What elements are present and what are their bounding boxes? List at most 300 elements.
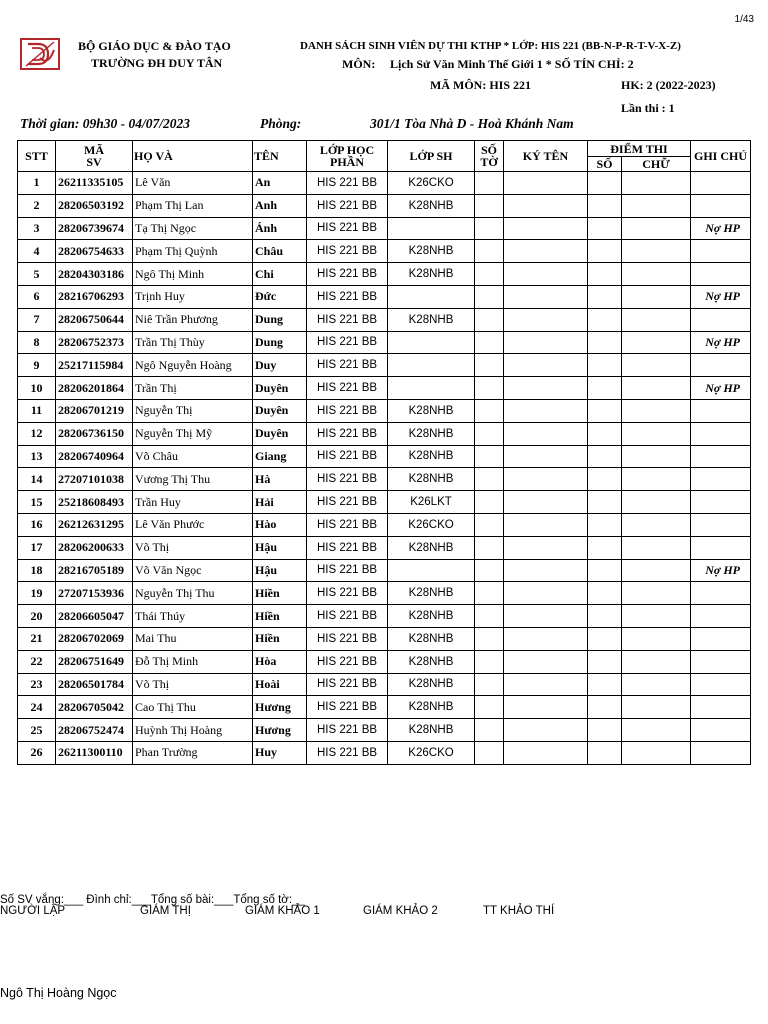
table-row <box>18 354 751 377</box>
header-home-class: LỚP SH <box>388 141 475 172</box>
row-sheet-count <box>475 331 504 354</box>
row-home-class: K28NHB <box>388 673 475 696</box>
header-score-words: CHỮ <box>622 157 691 172</box>
row-student-id: 28206754633 <box>56 240 133 263</box>
row-surname: Cao Thị Thu <box>133 696 253 719</box>
header-sheet-count-line1: SỐ <box>480 143 497 157</box>
row-note <box>691 445 751 468</box>
row-first-name: Hương <box>253 719 307 742</box>
row-note: Nợ HP <box>691 285 751 308</box>
row-first-name: Hiền <box>253 582 307 605</box>
row-sheet-count <box>475 627 504 650</box>
row-sheet-count <box>475 285 504 308</box>
row-home-class: K28NHB <box>388 422 475 445</box>
row-course-class: HIS 221 BB <box>307 627 388 650</box>
row-score-words <box>622 331 691 354</box>
row-score-words <box>622 696 691 719</box>
row-note <box>691 240 751 263</box>
table-row <box>18 719 751 742</box>
signer-preparer: NGƯỜI LẬP <box>0 905 66 917</box>
row-course-class: HIS 221 BB <box>307 582 388 605</box>
signer-proctor: GIÁM THỊ <box>140 905 191 917</box>
header-signature: KÝ TÊN <box>504 141 588 172</box>
row-surname: Trần Huy <box>133 491 253 514</box>
row-stt: 8 <box>18 331 56 354</box>
row-student-id: 28206736150 <box>56 422 133 445</box>
row-score-words <box>622 559 691 582</box>
row-score-number <box>588 741 622 764</box>
row-sheet-count <box>475 536 504 559</box>
row-note <box>691 468 751 491</box>
header-student-id <box>56 141 133 172</box>
row-course-class: HIS 221 BB <box>307 217 388 240</box>
row-stt: 21 <box>18 627 56 650</box>
row-score-words <box>622 536 691 559</box>
row-student-id: 28206503192 <box>56 194 133 217</box>
row-home-class: K28NHB <box>388 468 475 491</box>
row-score-number <box>588 217 622 240</box>
row-home-class: K26CKO <box>388 741 475 764</box>
row-home-class: K28NHB <box>388 308 475 331</box>
row-signature <box>504 445 588 468</box>
row-course-class: HIS 221 BB <box>307 354 388 377</box>
row-first-name: Duyên <box>253 399 307 422</box>
row-stt: 24 <box>18 696 56 719</box>
row-stt: 7 <box>18 308 56 331</box>
attempt: Lần thi : 1 <box>621 101 675 115</box>
row-signature <box>504 559 588 582</box>
row-stt: 14 <box>18 468 56 491</box>
row-course-class: HIS 221 BB <box>307 240 388 263</box>
row-surname: Nguyễn Thị Mỹ <box>133 422 253 445</box>
row-signature <box>504 263 588 286</box>
university-name: TRƯỜNG ĐH DUY TÂN <box>91 56 223 70</box>
row-student-id: 27207101038 <box>56 468 133 491</box>
row-first-name: Hoài <box>253 673 307 696</box>
row-first-name: Duyên <box>253 377 307 400</box>
row-note <box>691 605 751 628</box>
row-signature <box>504 422 588 445</box>
table-row <box>18 285 751 308</box>
table-row <box>18 445 751 468</box>
row-first-name: Hương <box>253 696 307 719</box>
row-sheet-count <box>475 491 504 514</box>
row-first-name: Huy <box>253 741 307 764</box>
row-stt: 18 <box>18 559 56 582</box>
row-score-words <box>622 354 691 377</box>
row-surname: Thái Thúy <box>133 605 253 628</box>
row-score-number <box>588 172 622 195</box>
row-signature <box>504 650 588 673</box>
row-student-id: 28206605047 <box>56 605 133 628</box>
row-course-class: HIS 221 BB <box>307 605 388 628</box>
row-signature <box>504 331 588 354</box>
table-row <box>18 741 751 764</box>
ministry-name: BỘ GIÁO DỤC & ĐÀO TẠO <box>78 39 231 53</box>
row-surname: Võ Văn Ngọc <box>133 559 253 582</box>
row-surname: Nguyễn Thị <box>133 399 253 422</box>
row-stt: 15 <box>18 491 56 514</box>
row-score-number <box>588 194 622 217</box>
table-row <box>18 217 751 240</box>
row-sheet-count <box>475 719 504 742</box>
row-sheet-count <box>475 263 504 286</box>
university-logo <box>20 38 60 70</box>
signer-examiner-1: GIÁM KHẢO 1 <box>245 905 320 917</box>
row-score-number <box>588 491 622 514</box>
course-label: MÔN: <box>342 57 376 71</box>
table-body <box>18 172 751 765</box>
table-row <box>18 194 751 217</box>
row-score-words <box>622 308 691 331</box>
row-signature <box>504 673 588 696</box>
row-sheet-count <box>475 673 504 696</box>
row-score-words <box>622 491 691 514</box>
header-student-id-line1: MÃ <box>84 143 104 157</box>
room-value: 301/1 Tòa Nhà D - Hoà Khánh Nam <box>370 116 574 131</box>
table-row <box>18 399 751 422</box>
row-first-name: Chi <box>253 263 307 286</box>
row-signature <box>504 217 588 240</box>
row-note <box>691 491 751 514</box>
row-surname: Võ Châu <box>133 445 253 468</box>
row-sheet-count <box>475 513 504 536</box>
row-student-id: 28216706293 <box>56 285 133 308</box>
row-note <box>691 263 751 286</box>
table-row <box>18 673 751 696</box>
row-score-number <box>588 650 622 673</box>
row-stt: 4 <box>18 240 56 263</box>
row-score-number <box>588 445 622 468</box>
header-course-class-line2: PHẦN <box>330 155 364 169</box>
row-stt: 19 <box>18 582 56 605</box>
row-note <box>691 627 751 650</box>
row-course-class: HIS 221 BB <box>307 377 388 400</box>
row-surname: Tạ Thị Ngọc <box>133 217 253 240</box>
table-row <box>18 308 751 331</box>
header-note: GHI CHÚ <box>691 141 751 172</box>
row-course-class: HIS 221 BB <box>307 513 388 536</box>
table-row <box>18 513 751 536</box>
row-course-class: HIS 221 BB <box>307 285 388 308</box>
row-stt: 5 <box>18 263 56 286</box>
row-first-name: Hiền <box>253 605 307 628</box>
row-signature <box>504 308 588 331</box>
row-course-class: HIS 221 BB <box>307 491 388 514</box>
row-note <box>691 536 751 559</box>
preparer-name: Ngô Thị Hoàng Ngọc <box>0 986 117 1000</box>
row-student-id: 28206705042 <box>56 696 133 719</box>
row-first-name: Duy <box>253 354 307 377</box>
row-course-class: HIS 221 BB <box>307 263 388 286</box>
row-note <box>691 696 751 719</box>
row-note <box>691 422 751 445</box>
row-home-class <box>388 354 475 377</box>
row-student-id: 28206740964 <box>56 445 133 468</box>
row-student-id: 28206750644 <box>56 308 133 331</box>
row-course-class: HIS 221 BB <box>307 422 388 445</box>
row-first-name: Hòa <box>253 650 307 673</box>
row-score-number <box>588 240 622 263</box>
row-home-class: K26CKO <box>388 513 475 536</box>
row-first-name: Ánh <box>253 217 307 240</box>
row-score-words <box>622 650 691 673</box>
row-home-class: K26LKT <box>388 491 475 514</box>
header-student-id-line2: SV <box>86 155 102 169</box>
row-note <box>691 673 751 696</box>
row-score-words <box>622 422 691 445</box>
row-course-class: HIS 221 BB <box>307 468 388 491</box>
row-signature <box>504 240 588 263</box>
row-sheet-count <box>475 741 504 764</box>
table-row <box>18 536 751 559</box>
row-surname: Phạm Thị Lan <box>133 194 253 217</box>
row-sheet-count <box>475 422 504 445</box>
row-sheet-count <box>475 217 504 240</box>
table-row <box>18 696 751 719</box>
row-home-class <box>388 331 475 354</box>
row-sheet-count <box>475 240 504 263</box>
row-score-words <box>622 399 691 422</box>
row-home-class: K28NHB <box>388 263 475 286</box>
row-student-id: 28206701219 <box>56 399 133 422</box>
row-sheet-count <box>475 194 504 217</box>
row-score-number <box>588 513 622 536</box>
row-home-class: K28NHB <box>388 605 475 628</box>
row-score-words <box>622 719 691 742</box>
row-first-name: Hậu <box>253 536 307 559</box>
row-course-class: HIS 221 BB <box>307 172 388 195</box>
row-stt: 20 <box>18 605 56 628</box>
row-first-name: Anh <box>253 194 307 217</box>
row-score-words <box>622 263 691 286</box>
row-note: Nợ HP <box>691 331 751 354</box>
row-surname: Nguyễn Thị Thu <box>133 582 253 605</box>
row-course-class: HIS 221 BB <box>307 673 388 696</box>
room-label: Phòng: <box>260 116 302 131</box>
table-row <box>18 627 751 650</box>
row-signature <box>504 377 588 400</box>
row-score-words <box>622 445 691 468</box>
row-score-number <box>588 673 622 696</box>
row-score-words <box>622 673 691 696</box>
row-score-words <box>622 468 691 491</box>
row-course-class: HIS 221 BB <box>307 399 388 422</box>
row-home-class: K28NHB <box>388 627 475 650</box>
row-signature <box>504 513 588 536</box>
row-score-words <box>622 377 691 400</box>
exam-summary: Số SV vắng:___ Đình chỉ:___Tổng số bài:___Tổng số tờ:__ <box>0 894 305 906</box>
row-score-words <box>622 240 691 263</box>
row-signature <box>504 491 588 514</box>
row-score-words <box>622 741 691 764</box>
row-score-number <box>588 399 622 422</box>
row-signature <box>504 627 588 650</box>
row-surname: Lê Văn <box>133 172 253 195</box>
list-title: DANH SÁCH SINH VIÊN DỰ THI KTHP * LỚP: HIS 221 (BB-N-P-R-T-V-X-Z) <box>300 40 681 52</box>
row-score-words <box>622 582 691 605</box>
row-stt: 6 <box>18 285 56 308</box>
row-home-class: K28NHB <box>388 719 475 742</box>
row-sheet-count <box>475 354 504 377</box>
student-roster-table <box>17 140 751 765</box>
row-score-words <box>622 605 691 628</box>
row-stt: 3 <box>18 217 56 240</box>
row-course-class: HIS 221 BB <box>307 741 388 764</box>
row-student-id: 26212631295 <box>56 513 133 536</box>
row-score-number <box>588 331 622 354</box>
row-first-name: Châu <box>253 240 307 263</box>
row-note <box>691 513 751 536</box>
row-surname: Phan Trường <box>133 741 253 764</box>
row-course-class: HIS 221 BB <box>307 650 388 673</box>
row-note <box>691 354 751 377</box>
row-score-words <box>622 194 691 217</box>
header-stt: STT <box>18 141 56 172</box>
row-sheet-count <box>475 650 504 673</box>
row-score-words <box>622 513 691 536</box>
row-stt: 11 <box>18 399 56 422</box>
row-sheet-count <box>475 605 504 628</box>
row-sheet-count <box>475 696 504 719</box>
row-sheet-count <box>475 308 504 331</box>
row-home-class: K28NHB <box>388 650 475 673</box>
row-first-name: Đức <box>253 285 307 308</box>
row-student-id: 28206201864 <box>56 377 133 400</box>
row-home-class: K28NHB <box>388 194 475 217</box>
row-home-class: K26CKO <box>388 172 475 195</box>
row-score-number <box>588 354 622 377</box>
row-score-number <box>588 263 622 286</box>
signer-examiner-2: GIÁM KHẢO 2 <box>363 905 438 917</box>
row-signature <box>504 399 588 422</box>
row-first-name: Hào <box>253 513 307 536</box>
row-signature <box>504 741 588 764</box>
exam-time: Thời gian: 09h30 - 04/07/2023 <box>20 116 191 131</box>
row-first-name: An <box>253 172 307 195</box>
header-exam-score: ĐIỂM THI <box>588 141 691 157</box>
row-signature <box>504 354 588 377</box>
row-sheet-count <box>475 377 504 400</box>
row-surname: Trịnh Huy <box>133 285 253 308</box>
row-stt: 12 <box>18 422 56 445</box>
row-student-id: 26211335105 <box>56 172 133 195</box>
row-note: Nợ HP <box>691 377 751 400</box>
table-row <box>18 468 751 491</box>
row-stt: 16 <box>18 513 56 536</box>
row-signature <box>504 468 588 491</box>
row-student-id: 28206752474 <box>56 719 133 742</box>
row-home-class <box>388 285 475 308</box>
row-signature <box>504 536 588 559</box>
row-sheet-count <box>475 582 504 605</box>
row-note <box>691 308 751 331</box>
row-stt: 2 <box>18 194 56 217</box>
row-sheet-count <box>475 445 504 468</box>
row-sheet-count <box>475 399 504 422</box>
row-student-id: 28206752373 <box>56 331 133 354</box>
header-course-class-line1: LỚP HỌC <box>319 143 375 157</box>
row-surname: Lê Văn Phước <box>133 513 253 536</box>
row-course-class: HIS 221 BB <box>307 696 388 719</box>
row-score-number <box>588 627 622 650</box>
row-score-number <box>588 285 622 308</box>
row-sheet-count <box>475 172 504 195</box>
row-signature <box>504 172 588 195</box>
row-surname: Võ Thị <box>133 536 253 559</box>
row-note <box>691 741 751 764</box>
row-signature <box>504 719 588 742</box>
row-student-id: 28206739674 <box>56 217 133 240</box>
row-note <box>691 719 751 742</box>
table-row <box>18 605 751 628</box>
header-sheet-count-line2: TỜ <box>480 155 498 169</box>
row-home-class <box>388 559 475 582</box>
page-number: 1/43 <box>734 14 754 25</box>
signer-testing-center: TT KHẢO THÍ <box>483 905 555 917</box>
row-stt: 9 <box>18 354 56 377</box>
row-stt: 23 <box>18 673 56 696</box>
table-row <box>18 582 751 605</box>
row-sheet-count <box>475 468 504 491</box>
row-surname: Trần Thị <box>133 377 253 400</box>
table-row <box>18 331 751 354</box>
header-score-number: SỐ <box>588 157 622 172</box>
row-surname: Đỗ Thị Minh <box>133 650 253 673</box>
row-score-number <box>588 605 622 628</box>
row-home-class: K28NHB <box>388 240 475 263</box>
row-note: Nợ HP <box>691 217 751 240</box>
semester: HK: 2 (2022-2023) <box>621 78 716 92</box>
row-course-class: HIS 221 BB <box>307 308 388 331</box>
row-student-id: 28206501784 <box>56 673 133 696</box>
row-signature <box>504 194 588 217</box>
table-row <box>18 491 751 514</box>
row-surname: Phạm Thị Quỳnh <box>133 240 253 263</box>
row-note <box>691 650 751 673</box>
row-surname: Trần Thị Thùy <box>133 331 253 354</box>
row-score-number <box>588 468 622 491</box>
row-surname: Vương Thị Thu <box>133 468 253 491</box>
table-row <box>18 263 751 286</box>
table-header <box>18 141 751 172</box>
row-stt: 1 <box>18 172 56 195</box>
row-student-id: 28206200633 <box>56 536 133 559</box>
row-stt: 26 <box>18 741 56 764</box>
row-course-class: HIS 221 BB <box>307 445 388 468</box>
row-signature <box>504 582 588 605</box>
row-note <box>691 582 751 605</box>
row-home-class: K28NHB <box>388 445 475 468</box>
row-signature <box>504 696 588 719</box>
row-surname: Ngô Nguyễn Hoàng <box>133 354 253 377</box>
row-signature <box>504 285 588 308</box>
row-surname: Niê Trần Phương <box>133 308 253 331</box>
row-note <box>691 172 751 195</box>
row-score-words <box>622 217 691 240</box>
table-row <box>18 559 751 582</box>
row-surname: Huỳnh Thị Hoàng <box>133 719 253 742</box>
row-sheet-count <box>475 559 504 582</box>
row-score-number <box>588 719 622 742</box>
row-home-class: K28NHB <box>388 399 475 422</box>
row-course-class: HIS 221 BB <box>307 536 388 559</box>
header-course-class <box>307 141 388 172</box>
row-note <box>691 194 751 217</box>
table-row <box>18 377 751 400</box>
row-home-class: K28NHB <box>388 536 475 559</box>
row-score-number <box>588 308 622 331</box>
